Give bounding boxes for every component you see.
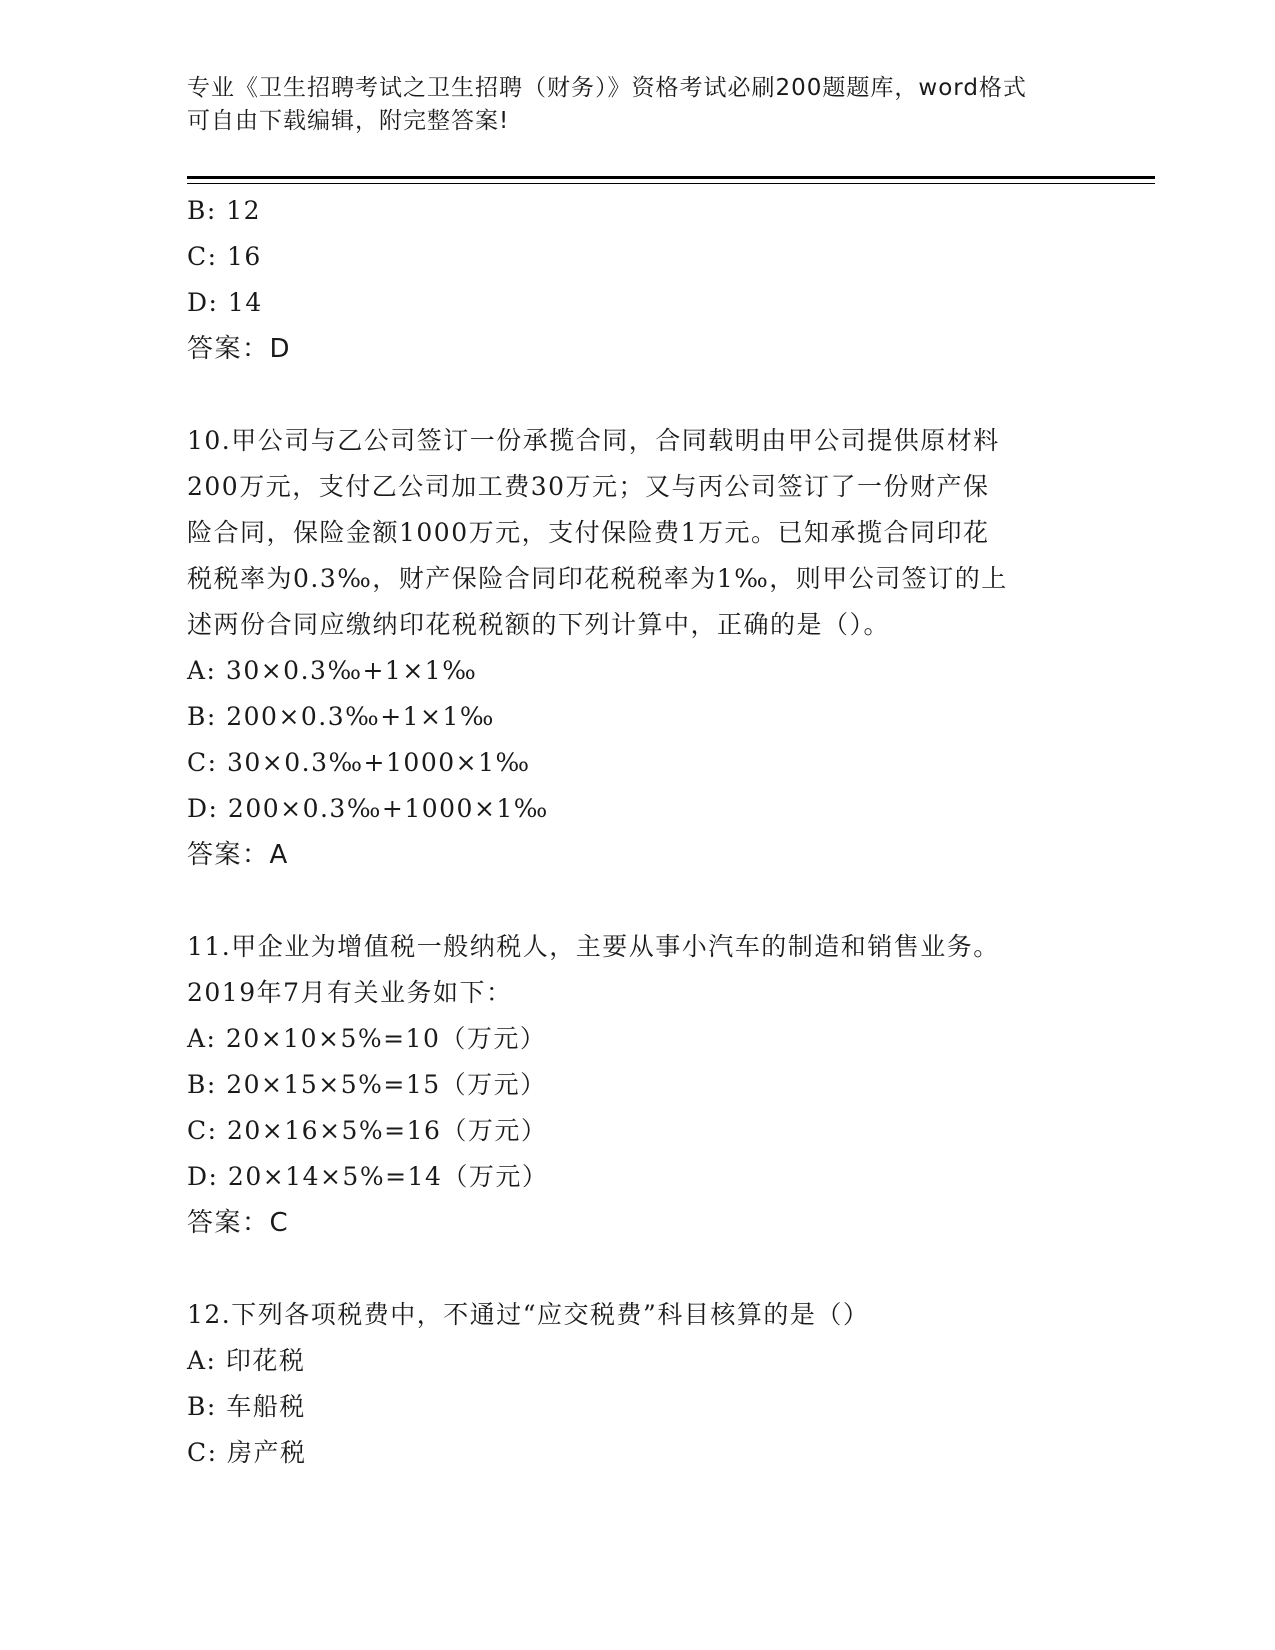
q11-stem-line: 11.甲企业为增值税一般纳税人，主要从事小汽车的制造和销售业务。 (187, 932, 1000, 961)
q12-option-a: A: 印花税 (187, 1346, 306, 1375)
q9-answer: 答案：D (187, 334, 292, 364)
q10-stem-line: 述两份合同应缴纳印花税税额的下列计算中，正确的是（）。 (187, 610, 891, 639)
spacer (187, 878, 1087, 924)
spacer (187, 1246, 1087, 1292)
header-line-1: 专业《卫生招聘考试之卫生招聘（财务）》资格考试必刷200题题库，word格式 (187, 75, 1027, 101)
q11-option-c: C: 20×16×5%=16（万元） (187, 1116, 548, 1145)
q12-stem-line: 12.下列各项税费中，不通过“应交税费”科目核算的是（） (187, 1300, 870, 1329)
header-divider-thin (187, 183, 1155, 184)
q9-option-b: B: 12 (187, 196, 262, 225)
document-header (187, 72, 1067, 138)
q10-stem-line: 200万元，支付乙公司加工费30万元；又与丙公司签订了一份财产保 (187, 472, 990, 501)
q10-answer: 答案：A (187, 840, 289, 870)
q9-option-c: C: 16 (187, 242, 262, 271)
q10-stem-line: 险合同，保险金额1000万元，支付保险费1万元。已知承揽合同印花 (187, 518, 990, 547)
header-line-2: 可自由下载编辑，附完整答案! (187, 108, 510, 134)
q11-option-b: B: 20×15×5%=15（万元） (187, 1070, 547, 1099)
q9-option-d: D: 14 (187, 288, 263, 317)
q10-stem-line: 10.甲公司与乙公司签订一份承揽合同，合同载明由甲公司提供原材料 (187, 426, 1000, 455)
question-10 (187, 418, 1087, 878)
question-9 (187, 188, 1087, 372)
q12-option-b: B: 车船税 (187, 1392, 306, 1421)
question-list (187, 188, 1087, 1476)
q11-answer: 答案：C (187, 1208, 290, 1238)
question-11 (187, 924, 1087, 1246)
spacer (187, 372, 1087, 418)
q11-stem-line: 2019年7月有关业务如下： (187, 978, 513, 1007)
q10-option-d: D: 200×0.3‰+1000×1‰ (187, 794, 549, 823)
q11-option-d: D: 20×14×5%=14（万元） (187, 1162, 549, 1191)
q10-option-b: B: 200×0.3‰+1×1‰ (187, 702, 495, 731)
header-divider-thick (187, 176, 1155, 179)
question-12 (187, 1292, 1087, 1476)
q10-stem-line: 税税率为0.3‰，财产保险合同印花税税率为1‰，则甲公司签订的上 (187, 564, 1008, 593)
q10-option-a: A: 30×0.3‰+1×1‰ (187, 656, 478, 685)
q12-option-c: C: 房产税 (187, 1438, 307, 1467)
q10-option-c: C: 30×0.3‰+1000×1‰ (187, 748, 531, 777)
q11-option-a: A: 20×10×5%=10（万元） (187, 1024, 547, 1053)
